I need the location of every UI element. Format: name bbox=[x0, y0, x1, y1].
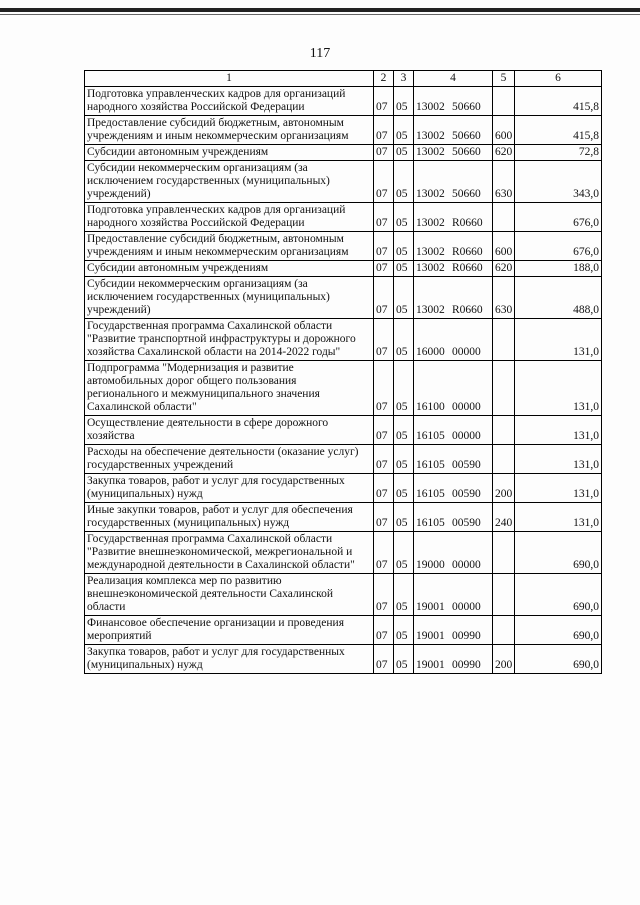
row-subsection-cell: 05 bbox=[394, 474, 414, 503]
row-section-cell: 07 bbox=[374, 232, 394, 261]
row-subsection-cell: 05 bbox=[394, 203, 414, 232]
row-target-article-cell bbox=[414, 616, 493, 645]
row-section-cell: 07 bbox=[374, 574, 394, 616]
row-amount-cell: 690,0 bbox=[515, 532, 602, 574]
row-name-cell: Субсидии некоммерческим организациям (за исключением государственных (муниципальных) учреждений) bbox=[85, 161, 374, 203]
row-expense-type-cell bbox=[493, 87, 515, 116]
table-row bbox=[85, 261, 602, 277]
row-amount-cell: 415,8 bbox=[515, 87, 602, 116]
row-expense-type-cell: 600 bbox=[493, 232, 515, 261]
row-target-article-direction: 00000 bbox=[452, 346, 481, 358]
row-target-article-program: 13002 bbox=[416, 246, 445, 258]
table-row bbox=[85, 474, 602, 503]
budget-table bbox=[84, 70, 602, 674]
row-subsection-cell: 05 bbox=[394, 361, 414, 416]
row-target-article-program: 19001 bbox=[416, 659, 445, 671]
top-border-rule bbox=[0, 8, 640, 12]
row-expense-type-cell bbox=[493, 319, 515, 361]
row-amount-cell: 131,0 bbox=[515, 319, 602, 361]
row-name-cell: Закупка товаров, работ и услуг для государственных (муниципальных) нужд bbox=[85, 474, 374, 503]
row-section-cell: 07 bbox=[374, 361, 394, 416]
row-expense-type-cell: 600 bbox=[493, 116, 515, 145]
row-subsection-cell: 05 bbox=[394, 319, 414, 361]
table-row bbox=[85, 361, 602, 416]
row-expense-type-cell bbox=[493, 574, 515, 616]
row-target-article-direction: 00000 bbox=[452, 601, 481, 613]
table-body bbox=[85, 87, 602, 674]
row-section-cell: 07 bbox=[374, 261, 394, 277]
table-row bbox=[85, 277, 602, 319]
row-expense-type-cell bbox=[493, 616, 515, 645]
row-amount-cell: 131,0 bbox=[515, 474, 602, 503]
row-amount-cell: 131,0 bbox=[515, 445, 602, 474]
row-target-article-direction: R0660 bbox=[452, 217, 483, 229]
top-border-rule-thin bbox=[0, 14, 640, 15]
table-row bbox=[85, 616, 602, 645]
table-row bbox=[85, 319, 602, 361]
row-target-article-program: 13002 bbox=[416, 101, 445, 113]
row-subsection-cell: 05 bbox=[394, 232, 414, 261]
table-row bbox=[85, 145, 602, 161]
row-target-article-cell bbox=[414, 416, 493, 445]
row-section-cell: 07 bbox=[374, 145, 394, 161]
row-expense-type-cell bbox=[493, 361, 515, 416]
row-target-article-program: 16105 bbox=[416, 430, 445, 442]
table-row bbox=[85, 532, 602, 574]
row-section-cell: 07 bbox=[374, 277, 394, 319]
row-target-article-direction: 00000 bbox=[452, 559, 481, 571]
table-row bbox=[85, 87, 602, 116]
header-col-3: 3 bbox=[394, 71, 414, 87]
row-target-article-cell bbox=[414, 503, 493, 532]
header-col-5: 5 bbox=[493, 71, 515, 87]
row-name-cell: Подпрограмма "Модернизация и развитие автомобильных дорог общего пользования регионального и межмуниципального значения Сахалинской области" bbox=[85, 361, 374, 416]
row-section-cell: 07 bbox=[374, 503, 394, 532]
row-target-article-program: 16105 bbox=[416, 517, 445, 529]
row-target-article-cell bbox=[414, 161, 493, 203]
row-section-cell: 07 bbox=[374, 416, 394, 445]
row-target-article-program: 19000 bbox=[416, 559, 445, 571]
row-expense-type-cell: 620 bbox=[493, 261, 515, 277]
row-amount-cell: 676,0 bbox=[515, 203, 602, 232]
row-amount-cell: 188,0 bbox=[515, 261, 602, 277]
row-section-cell: 07 bbox=[374, 474, 394, 503]
row-target-article-direction: R0660 bbox=[452, 246, 483, 258]
row-target-article-program: 19001 bbox=[416, 630, 445, 642]
row-target-article-cell bbox=[414, 145, 493, 161]
table-row bbox=[85, 116, 602, 145]
row-target-article-direction: R0660 bbox=[452, 304, 483, 316]
row-name-cell: Финансовое обеспечение организации и проведения мероприятий bbox=[85, 616, 374, 645]
row-target-article-cell bbox=[414, 277, 493, 319]
row-target-article-program: 13002 bbox=[416, 130, 445, 142]
row-target-article-direction: 00990 bbox=[452, 630, 481, 642]
table-header bbox=[85, 71, 602, 87]
row-target-article-direction: 50660 bbox=[452, 146, 481, 158]
row-expense-type-cell bbox=[493, 532, 515, 574]
row-section-cell: 07 bbox=[374, 87, 394, 116]
row-name-cell: Государственная программа Сахалинской области "Развитие внешнеэкономической, межрегиональной и международной деятельности в Сахалинской области" bbox=[85, 532, 374, 574]
row-target-article-direction: 00990 bbox=[452, 659, 481, 671]
row-subsection-cell: 05 bbox=[394, 616, 414, 645]
row-subsection-cell: 05 bbox=[394, 645, 414, 674]
row-target-article-cell bbox=[414, 261, 493, 277]
row-amount-cell: 676,0 bbox=[515, 232, 602, 261]
row-target-article-program: 13002 bbox=[416, 304, 445, 316]
row-expense-type-cell: 200 bbox=[493, 645, 515, 674]
row-amount-cell: 488,0 bbox=[515, 277, 602, 319]
row-section-cell: 07 bbox=[374, 445, 394, 474]
row-name-cell: Подготовка управленческих кадров для организаций народного хозяйства Российской Федерации bbox=[85, 203, 374, 232]
row-expense-type-cell: 630 bbox=[493, 161, 515, 203]
row-section-cell: 07 bbox=[374, 645, 394, 674]
row-target-article-cell bbox=[414, 532, 493, 574]
header-col-6: 6 bbox=[515, 71, 602, 87]
row-section-cell: 07 bbox=[374, 203, 394, 232]
row-name-cell: Субсидии автономным учреждениям bbox=[85, 145, 374, 161]
row-target-article-cell bbox=[414, 87, 493, 116]
row-target-article-program: 13002 bbox=[416, 188, 445, 200]
table-row bbox=[85, 445, 602, 474]
header-col-4: 4 bbox=[414, 71, 493, 87]
row-name-cell: Предоставление субсидий бюджетным, автономным учреждениям и иным некоммерческим организациям bbox=[85, 232, 374, 261]
row-name-cell: Закупка товаров, работ и услуг для государственных (муниципальных) нужд bbox=[85, 645, 374, 674]
row-name-cell: Субсидии некоммерческим организациям (за исключением государственных (муниципальных) учреждений) bbox=[85, 277, 374, 319]
row-target-article-direction: 50660 bbox=[452, 101, 481, 113]
row-target-article-direction: 00000 bbox=[452, 401, 481, 413]
row-target-article-direction: 00000 bbox=[452, 430, 481, 442]
row-section-cell: 07 bbox=[374, 161, 394, 203]
row-name-cell: Осуществление деятельности в сфере дорожного хозяйства bbox=[85, 416, 374, 445]
header-col-1: 1 bbox=[85, 71, 374, 87]
row-subsection-cell: 05 bbox=[394, 532, 414, 574]
row-section-cell: 07 bbox=[374, 319, 394, 361]
row-target-article-direction: 00590 bbox=[452, 517, 481, 529]
row-target-article-direction: R0660 bbox=[452, 262, 483, 274]
table-row bbox=[85, 503, 602, 532]
row-subsection-cell: 05 bbox=[394, 116, 414, 145]
row-target-article-program: 16105 bbox=[416, 488, 445, 500]
row-target-article-direction: 50660 bbox=[452, 130, 481, 142]
row-name-cell: Реализация комплекса мер по развитию внешнеэкономической деятельности Сахалинской области bbox=[85, 574, 374, 616]
row-name-cell: Иные закупки товаров, работ и услуг для обеспечения государственных (муниципальных) нужд bbox=[85, 503, 374, 532]
row-target-article-cell bbox=[414, 319, 493, 361]
row-amount-cell: 131,0 bbox=[515, 503, 602, 532]
page-number: 117 bbox=[309, 46, 331, 61]
header-col-2: 2 bbox=[374, 71, 394, 87]
row-section-cell: 07 bbox=[374, 532, 394, 574]
row-amount-cell: 72,8 bbox=[515, 145, 602, 161]
row-subsection-cell: 05 bbox=[394, 261, 414, 277]
row-target-article-program: 16100 bbox=[416, 401, 445, 413]
row-name-cell: Предоставление субсидий бюджетным, автономным учреждениям и иным некоммерческим организациям bbox=[85, 116, 374, 145]
table-row bbox=[85, 645, 602, 674]
row-target-article-cell bbox=[414, 232, 493, 261]
row-target-article-direction: 00590 bbox=[452, 488, 481, 500]
row-name-cell: Подготовка управленческих кадров для организаций народного хозяйства Российской Федерации bbox=[85, 87, 374, 116]
row-amount-cell: 690,0 bbox=[515, 574, 602, 616]
row-expense-type-cell: 200 bbox=[493, 474, 515, 503]
table-row bbox=[85, 203, 602, 232]
row-target-article-direction: 50660 bbox=[452, 188, 481, 200]
row-subsection-cell: 05 bbox=[394, 145, 414, 161]
row-amount-cell: 690,0 bbox=[515, 616, 602, 645]
row-subsection-cell: 05 bbox=[394, 445, 414, 474]
row-target-article-program: 19001 bbox=[416, 601, 445, 613]
row-expense-type-cell bbox=[493, 203, 515, 232]
row-section-cell: 07 bbox=[374, 116, 394, 145]
row-target-article-cell bbox=[414, 445, 493, 474]
header-row bbox=[85, 71, 602, 87]
row-expense-type-cell: 240 bbox=[493, 503, 515, 532]
table-row bbox=[85, 416, 602, 445]
row-target-article-program: 16000 bbox=[416, 346, 445, 358]
row-amount-cell: 690,0 bbox=[515, 645, 602, 674]
row-target-article-cell bbox=[414, 574, 493, 616]
row-target-article-program: 16105 bbox=[416, 459, 445, 471]
row-expense-type-cell bbox=[493, 416, 515, 445]
row-target-article-cell bbox=[414, 645, 493, 674]
row-target-article-program: 13002 bbox=[416, 146, 445, 158]
table-row bbox=[85, 574, 602, 616]
row-section-cell: 07 bbox=[374, 616, 394, 645]
row-target-article-program: 13002 bbox=[416, 262, 445, 274]
row-subsection-cell: 05 bbox=[394, 161, 414, 203]
row-expense-type-cell: 630 bbox=[493, 277, 515, 319]
row-target-article-program: 13002 bbox=[416, 217, 445, 229]
row-target-article-cell bbox=[414, 361, 493, 416]
row-subsection-cell: 05 bbox=[394, 574, 414, 616]
row-subsection-cell: 05 bbox=[394, 416, 414, 445]
row-subsection-cell: 05 bbox=[394, 87, 414, 116]
row-target-article-cell bbox=[414, 474, 493, 503]
row-amount-cell: 131,0 bbox=[515, 416, 602, 445]
row-name-cell: Государственная программа Сахалинской области "Развитие транспортной инфраструктуры и дорожного хозяйства Сахалинской области на 2014-2022 годы" bbox=[85, 319, 374, 361]
row-name-cell: Субсидии автономным учреждениям bbox=[85, 261, 374, 277]
table-row bbox=[85, 232, 602, 261]
row-amount-cell: 131,0 bbox=[515, 361, 602, 416]
row-expense-type-cell bbox=[493, 445, 515, 474]
table-row bbox=[85, 161, 602, 203]
row-subsection-cell: 05 bbox=[394, 503, 414, 532]
row-subsection-cell: 05 bbox=[394, 277, 414, 319]
row-target-article-direction: 00590 bbox=[452, 459, 481, 471]
row-target-article-cell bbox=[414, 116, 493, 145]
row-expense-type-cell: 620 bbox=[493, 145, 515, 161]
row-target-article-cell bbox=[414, 203, 493, 232]
row-name-cell: Расходы на обеспечение деятельности (оказание услуг) государственных учреждений bbox=[85, 445, 374, 474]
row-amount-cell: 415,8 bbox=[515, 116, 602, 145]
row-amount-cell: 343,0 bbox=[515, 161, 602, 203]
